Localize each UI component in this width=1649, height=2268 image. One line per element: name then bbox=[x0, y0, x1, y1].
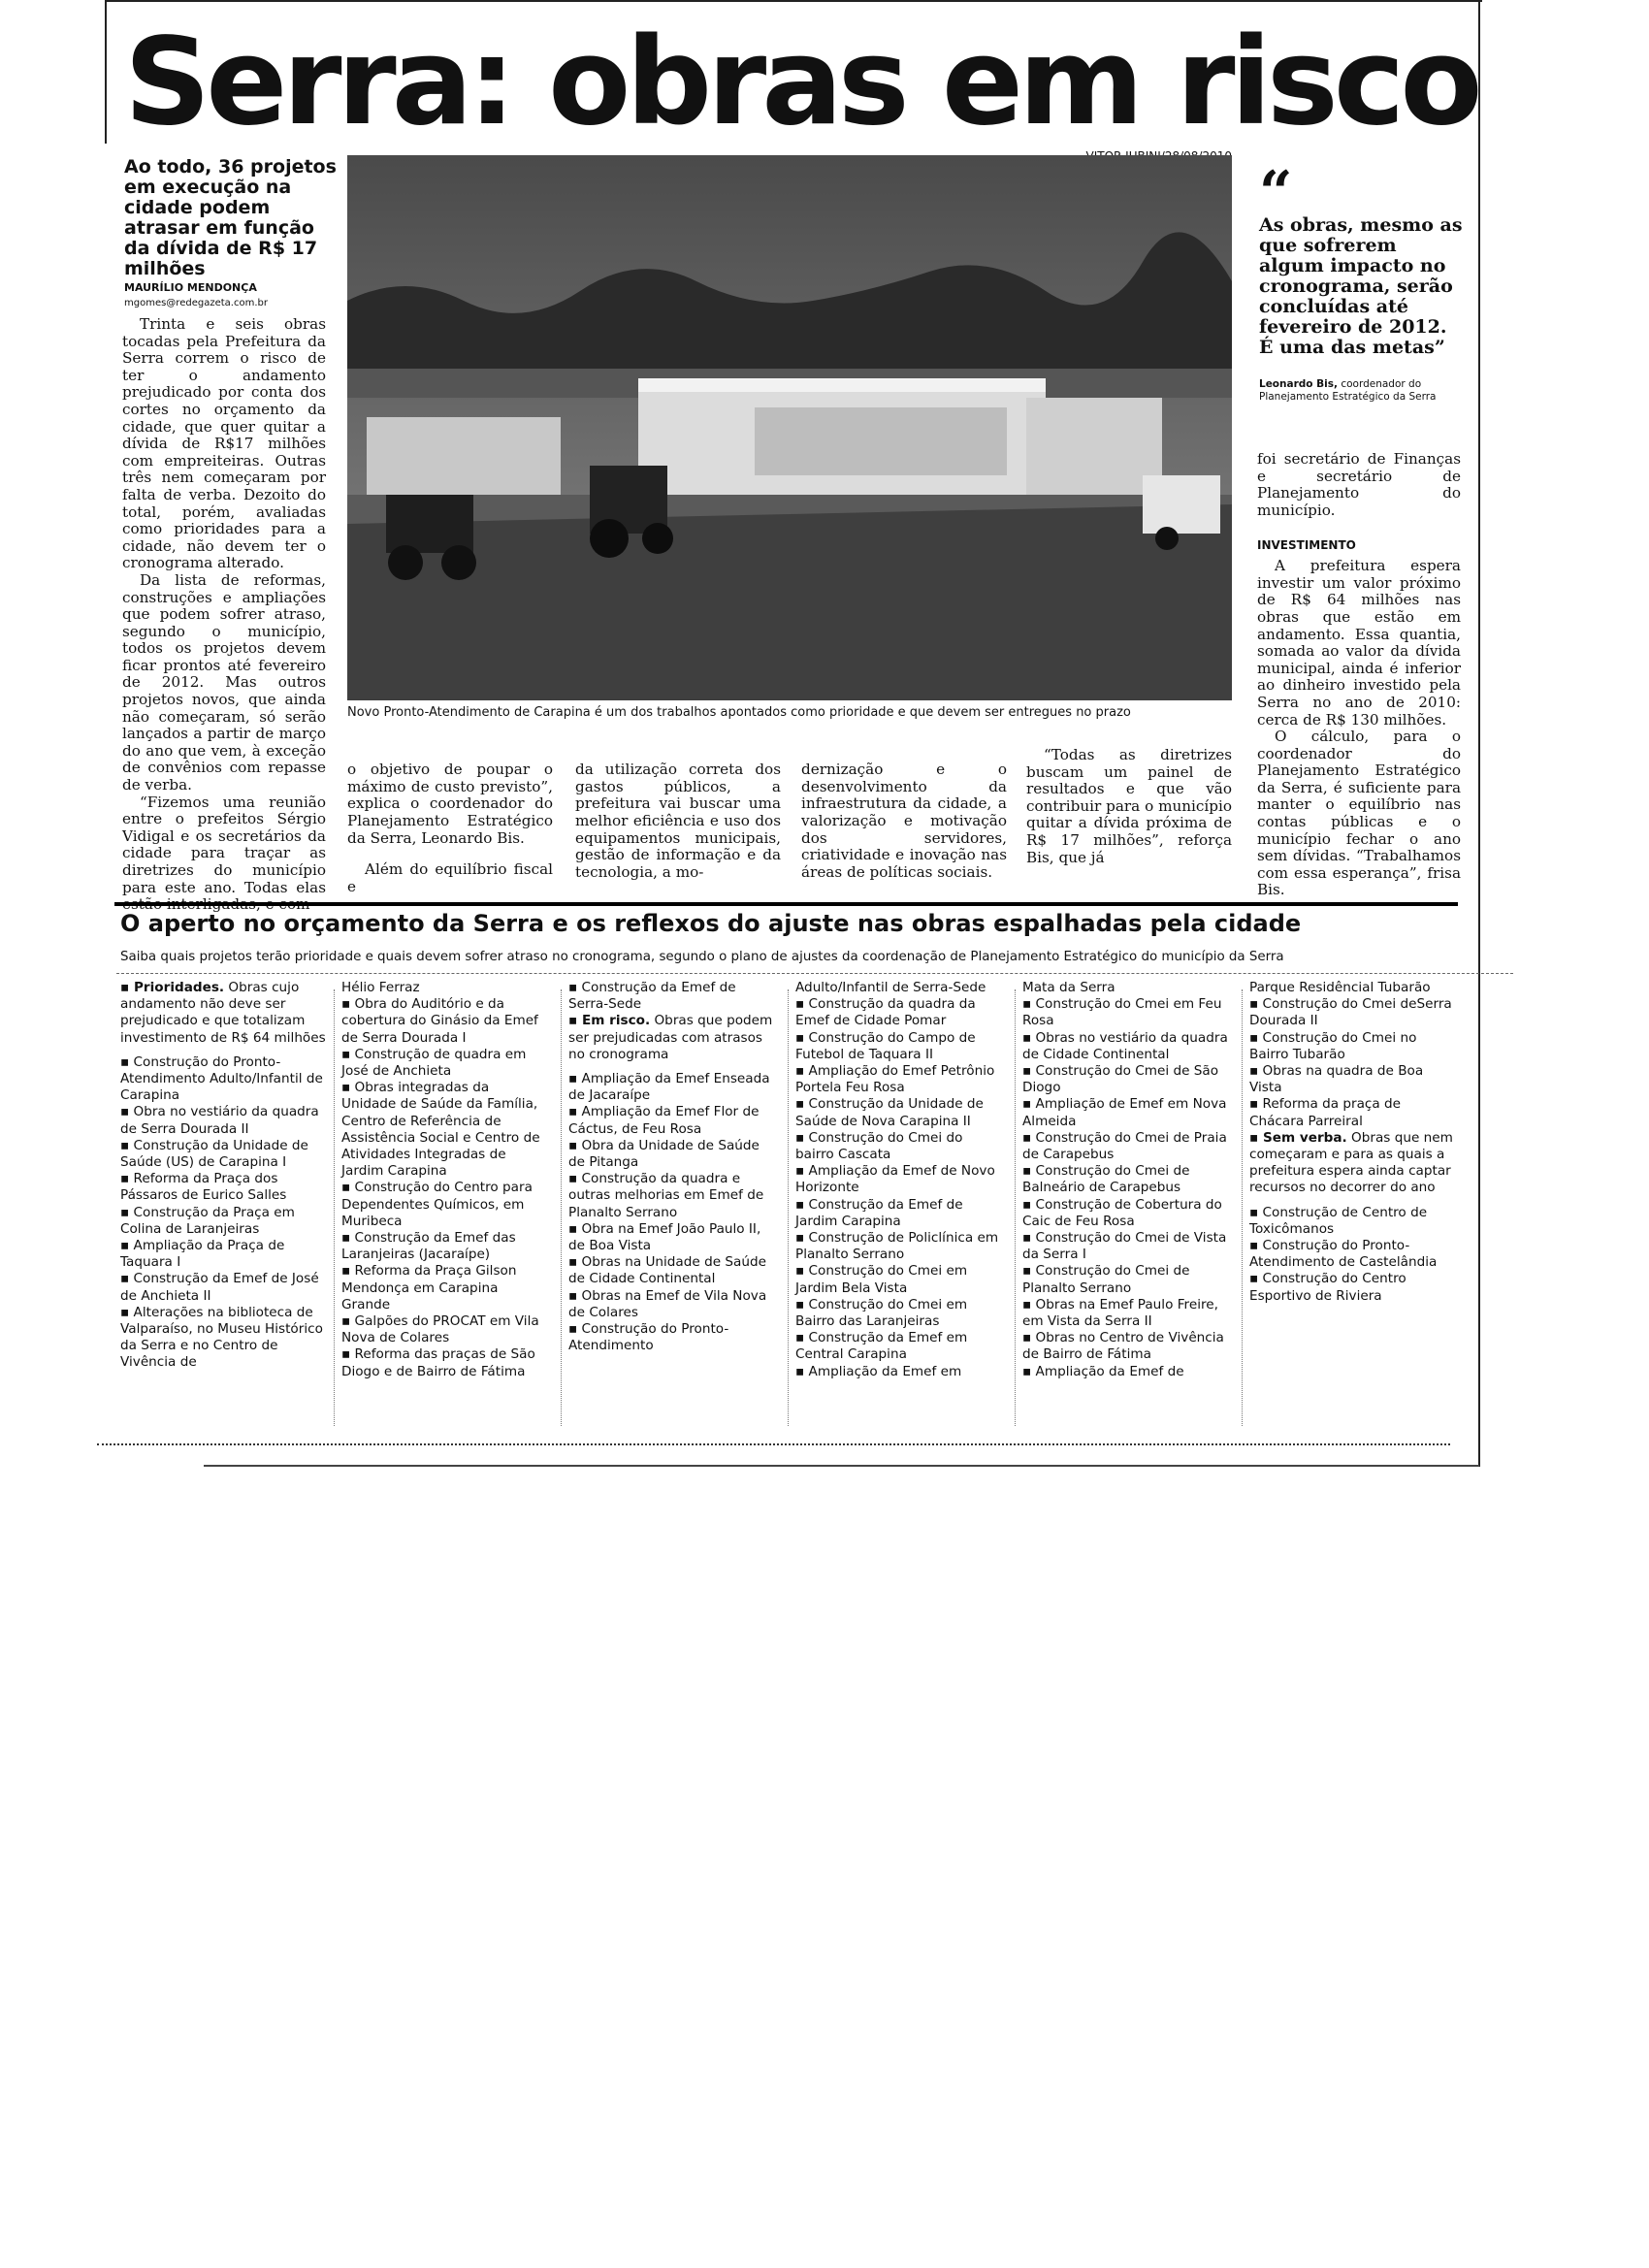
list-item: ▪ Ampliação da Emef em bbox=[795, 1364, 1001, 1380]
list-continuation: Adulto/Infantil de Serra-Sede bbox=[795, 980, 986, 995]
paragraph: Trinta e seis obras tocadas pela Prefeitura da Serra correm o risco de ter o andamento prejudicado por conta dos cortes no orçamento da cidade, que quer quitar a dívida de R$17 milhões com empreiteiras. Outras três nem começaram por falta de verba. Dezoito do total, porém, avaliadas como prioridades para a cidade, não devem ter o cronograma alterado. bbox=[122, 315, 326, 572]
list-item: ▪ Construção da Unidade de Saúde (US) de Carapina I bbox=[120, 1138, 326, 1171]
list-item: ▪ Construção da Emef em Central Carapina bbox=[795, 1330, 1001, 1363]
list-item: ▪ Obras na Emef Paulo Freire, em Vista da Serra II bbox=[1022, 1297, 1228, 1330]
article-column-3 bbox=[575, 747, 781, 896]
list-lead bbox=[568, 1013, 774, 1063]
list-item: ▪ Construção de Cobertura do Caic de Feu Rosa bbox=[1022, 1197, 1228, 1230]
no-funds-list bbox=[1249, 980, 1455, 1305]
list-item: ▪ Construção da Emef de Serra-Sede bbox=[568, 980, 774, 1013]
list-item: ▪ Construção do Pronto-Atendimento de Castelândia bbox=[1249, 1238, 1455, 1271]
at-risk-list-cont bbox=[795, 980, 1001, 1380]
pull-quote: As obras, mesmo as que sofrerem algum impacto no cronograma, serão concluídas até fevereiro de 2012. É uma das metas” bbox=[1259, 214, 1463, 358]
list-item: ▪ Ampliação da Emef de Novo Horizonte bbox=[795, 1163, 1001, 1196]
priorities-list bbox=[120, 980, 326, 1372]
list-item: ▪ Construção de quadra em José de Anchieta bbox=[341, 1047, 547, 1080]
paragraph: Além do equilíbrio fiscal e bbox=[347, 860, 553, 895]
list-item: ▪ Construção do Campo de Futebol de Taquara II bbox=[795, 1030, 1001, 1063]
quote-attribution-name: Leonardo Bis, bbox=[1259, 378, 1338, 390]
list-item: ▪ Ampliação da Emef Flor de Cáctus, de Feu Rosa bbox=[568, 1104, 774, 1137]
list-item: ▪ Obras no vestiário da quadra de Cidade Continental bbox=[1022, 1030, 1228, 1063]
quote-mark-icon: “ bbox=[1259, 159, 1293, 227]
list-item: ▪ Construção do Pronto-Atendimento bbox=[568, 1321, 774, 1354]
list-item: ▪ Obras integradas da Unidade de Saúde da Família, Centro de Referência de Assistência Social e Centro de Atividades Integradas de Jardim Carapina bbox=[341, 1080, 547, 1180]
list-continuation: Mata da Serra bbox=[1022, 980, 1116, 995]
scan-border bbox=[1478, 0, 1480, 1467]
paragraph: dernização e o desenvolvimento da infraestrutura da cidade, a valorização e motivação dos servidores, criatividade e inovação nas áreas de políticas sociais. bbox=[801, 761, 1007, 881]
deck: Ao todo, 36 projetos em execução na cidade podem atrasar em função da dívida de R$ 17 milhões bbox=[124, 156, 337, 279]
list-item: ▪ Construção de Centro de Toxicômanos bbox=[1249, 1205, 1455, 1238]
list-item: ▪ Ampliação de Emef em Nova Almeida bbox=[1022, 1096, 1228, 1129]
column-divider bbox=[1015, 989, 1016, 1426]
list-lead bbox=[120, 980, 326, 1047]
author-email: mgomes@redegazeta.com.br bbox=[124, 298, 268, 308]
list-item: ▪ Construção do Cmei em Bairro das Laranjeiras bbox=[795, 1297, 1001, 1330]
subhead-investimento: INVESTIMENTO bbox=[1257, 537, 1356, 552]
divider bbox=[116, 973, 1513, 974]
list-item: ▪ Construção da Praça em Colina de Laranjeiras bbox=[120, 1205, 326, 1238]
article-column-4 bbox=[801, 747, 1007, 896]
paragraph: O cálculo, para o coordenador do Planejamento Estratégico da Serra, é suficiente para manter o equilíbrio nas contas públicas e o município fechar o ano sem dívidas. “Trabalhamos com essa esperança”, frisa Bis. bbox=[1257, 728, 1461, 899]
at-risk-list-cont2 bbox=[1022, 980, 1228, 1380]
list-lead bbox=[1249, 1130, 1455, 1197]
list-item: ▪ Obras na Unidade de Saúde de Cidade Continental bbox=[568, 1254, 774, 1287]
list-item: ▪ Construção da Emef de Jardim Carapina bbox=[795, 1197, 1001, 1230]
section-rule bbox=[114, 902, 1458, 906]
scan-border bbox=[105, 0, 1482, 2]
list-item: ▪ Construção do Centro Esportivo de Riviera bbox=[1249, 1271, 1455, 1304]
list-item: ▪ Construção do Pronto-Atendimento Adulto/Infantil de Carapina bbox=[120, 1054, 326, 1105]
list-lead-label: ▪ Sem verba. bbox=[1249, 1129, 1347, 1146]
list-item: ▪ Construção do Cmei deSerra Dourada II bbox=[1249, 996, 1455, 1029]
list-item: ▪ Reforma da Praça dos Pássaros de Eurico Salles bbox=[120, 1171, 326, 1204]
list-item: ▪ Construção da Emef de José de Anchieta II bbox=[120, 1271, 326, 1304]
list-lead-label: ▪ Em risco. bbox=[568, 1013, 651, 1029]
list-item: ▪ Galpões do PROCAT em Vila Nova de Colares bbox=[341, 1313, 547, 1346]
list-item: ▪ Ampliação da Emef Enseada de Jacaraípe bbox=[568, 1071, 774, 1104]
list-item: ▪ Obras na quadra de Boa Vista bbox=[1249, 1063, 1455, 1096]
paragraph: A prefeitura espera investir um valor próximo de R$ 64 milhões nas obras que estão em andamento. Essa quantia, somada ao valor da dívida municipal, ainda é inferior ao dinheiro investido pela Serra no ano de 2010: cerca de R$ 130 milhões. bbox=[1257, 557, 1461, 729]
list-item: ▪ Construção de Policlínica em Planalto Serrano bbox=[795, 1230, 1001, 1263]
list-item: ▪ Construção do Cmei de Vista da Serra I bbox=[1022, 1230, 1228, 1263]
list-item: ▪ Ampliação do Emef Petrônio Portela Feu Rosa bbox=[795, 1063, 1001, 1096]
list-item: ▪ Obra do Auditório e da cobertura do Ginásio da Emef de Serra Dourada I bbox=[341, 996, 547, 1047]
column-divider bbox=[788, 989, 789, 1426]
list-item: ▪ Construção do Cmei de São Diogo bbox=[1022, 1063, 1228, 1096]
article-column-right bbox=[1257, 437, 1461, 899]
paragraph: “Fizemos uma reunião entre o prefeitos Sérgio Vidigal e os secretários da cidade para traçar as diretrizes do município para este ano. Todas elas bbox=[122, 793, 326, 896]
list-item: ▪ Construção do Cmei no Bairro Tubarão bbox=[1249, 1030, 1455, 1063]
list-continuation: Hélio Ferraz bbox=[341, 980, 420, 995]
list-item: ▪ Obra da Unidade de Saúde de Pitanga bbox=[568, 1138, 774, 1171]
scan-border bbox=[105, 0, 107, 144]
article-column-2 bbox=[347, 747, 553, 896]
list-item: ▪ Reforma da Praça Gilson Mendonça em Carapina Grande bbox=[341, 1263, 547, 1313]
list-item: ▪ Construção da Emef das Laranjeiras (Jacaraípe) bbox=[341, 1230, 547, 1263]
list-item: ▪ Construção do Cmei de Praia de Carapebus bbox=[1022, 1130, 1228, 1163]
list-item: ▪ Obras no Centro de Vivência de Bairro de Fátima bbox=[1022, 1330, 1228, 1363]
quote-attribution bbox=[1259, 378, 1472, 404]
article-column-5 bbox=[1026, 747, 1232, 866]
scan-border bbox=[204, 1465, 1479, 1467]
byline: MAURÍLIO MENDONÇA bbox=[124, 281, 257, 294]
list-item: ▪ Construção do Cmei em Feu Rosa bbox=[1022, 996, 1228, 1029]
list-item: ▪ Construção do Cmei de Balneário de Carapebus bbox=[1022, 1163, 1228, 1196]
list-item: ▪ Construção da quadra da Emef de Cidade Pomar bbox=[795, 996, 1001, 1029]
list-lead-label: ▪ Prioridades. bbox=[120, 980, 225, 995]
list-lead-text: Obras que nem começaram e para as quais a prefeitura espera ainda captar recursos no decorrer do ano bbox=[1249, 1129, 1453, 1196]
construction-site-image bbox=[347, 155, 1232, 700]
bottom-divider bbox=[97, 1443, 1450, 1445]
list-item: ▪ Construção da Unidade de Saúde de Nova Carapina II bbox=[795, 1096, 1001, 1129]
list-item: ▪ Construção da quadra e outras melhorias em Emef de Planalto Serrano bbox=[568, 1171, 774, 1221]
list-item: ▪ Alterações na biblioteca de Valparaíso, no Museu Histórico da Serra e no Centro de Vivência de bbox=[120, 1305, 326, 1372]
list-lead-text: Obras que podem ser prejudicadas com atrasos no cronograma bbox=[568, 1013, 773, 1062]
list-item: ▪ Reforma da praça de Chácara Parreiral bbox=[1249, 1096, 1455, 1129]
column-divider bbox=[561, 989, 562, 1426]
paragraph: da utilização correta dos gastos públicos, a prefeitura vai buscar uma melhor eficiência e uso dos equipamentos municipais, gestão de informação e da tecnologia, a mo- bbox=[575, 761, 781, 881]
priorities-list-cont bbox=[341, 980, 547, 1380]
paragraph: Da lista de reformas, construções e ampliações que podem sofrer atraso, segundo o município, todos os projetos devem ficar prontos até fevereiro de 2012. Mas outros projetos novos, que ainda não começaram, só serão lançados a partir de março do ano que vem, à exceção de convênios com repasse de verba. bbox=[122, 570, 326, 794]
article-column-1 bbox=[122, 316, 326, 914]
list-item: ▪ Construção do Cmei de Planalto Serrano bbox=[1022, 1263, 1228, 1296]
column-divider bbox=[1242, 989, 1243, 1426]
section-intro: Saiba quais projetos terão prioridade e quais devem sofrer atraso no cronograma, segundo o plano de ajustes da coordenação de Planejamento Estratégico do município da Serra bbox=[120, 950, 1284, 964]
list-lead-text: Obras cujo andamento não deve ser prejudicado e que totalizam investimento de R$ 64 milhões bbox=[120, 980, 326, 1046]
news-photo bbox=[347, 155, 1232, 700]
list-item: ▪ Obra na Emef João Paulo II, de Boa Vista bbox=[568, 1221, 774, 1254]
list-item: ▪ Ampliação da Praça de Taquara I bbox=[120, 1238, 326, 1271]
column-divider bbox=[334, 989, 335, 1426]
list-item: ▪ Obras na Emef de Vila Nova de Colares bbox=[568, 1288, 774, 1321]
photo-caption: Novo Pronto-Atendimento de Carapina é um dos trabalhos apontados como prioridade e que devem ser entregues no prazo bbox=[347, 705, 1131, 720]
list-item: ▪ Construção do Centro para Dependentes Químicos, em Muribeca bbox=[341, 1180, 547, 1230]
quote-attribution-role: coordenador do Planejamento Estratégico da Serra bbox=[1259, 378, 1437, 403]
headline: Serra: obras em risco bbox=[124, 13, 1478, 152]
list-item: ▪ Reforma das praças de São Diogo e de Bairro de Fátima bbox=[341, 1346, 547, 1379]
list-continuation: Parque Residêncial Tubarão bbox=[1249, 980, 1431, 995]
paragraph: “Todas as diretrizes buscam um painel de resultados e que vão contribuir para o município quitar a dívida próxima de R$ 17 milhões”, reforça Bis, que já bbox=[1026, 746, 1232, 866]
list-item: ▪ Ampliação da Emef de bbox=[1022, 1364, 1228, 1380]
list-item: ▪ Construção do Cmei em Jardim Bela Vista bbox=[795, 1263, 1001, 1296]
list-item: ▪ Obra no vestiário da quadra de Serra Dourada II bbox=[120, 1104, 326, 1137]
list-item: ▪ Construção do Cmei do bairro Cascata bbox=[795, 1130, 1001, 1163]
section-title: O aperto no orçamento da Serra e os reflexos do ajuste nas obras espalhadas pela cidade bbox=[120, 910, 1302, 937]
paragraph: o objetivo de poupar o máximo de custo previsto”, explica o coordenador do Planejamento Estratégico da Serra, Leonardo Bis. bbox=[347, 761, 553, 847]
paragraph: foi secretário de Finanças e secretário de Planejamento do município. bbox=[1257, 450, 1461, 519]
at-risk-list bbox=[568, 980, 774, 1354]
